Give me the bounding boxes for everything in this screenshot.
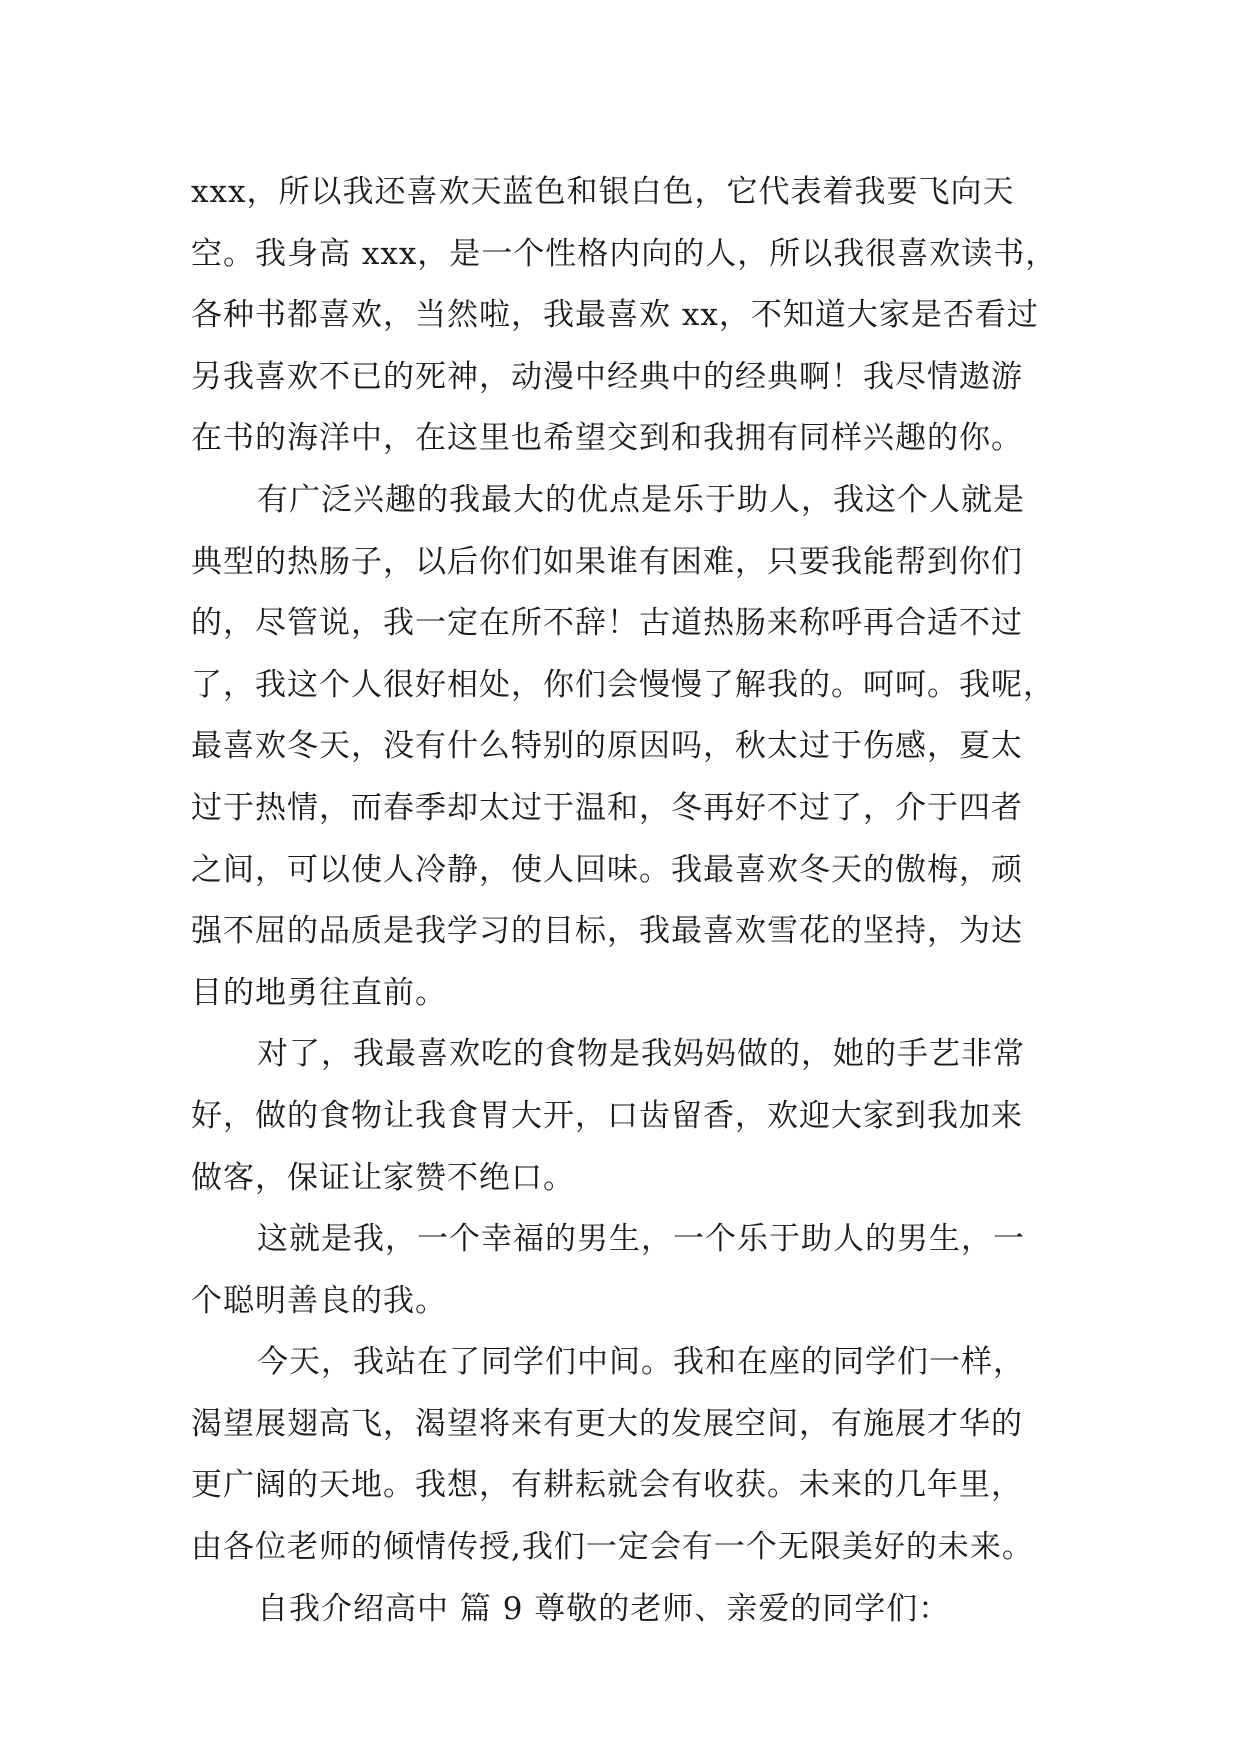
text-line: 最喜欢冬天，没有什么特别的原因吗，秋太过于伤感，夏太 <box>191 728 1023 765</box>
text-line: 个聪明善良的我。 <box>191 1282 447 1319</box>
text-line: 空。我身高 xxx，是一个性格内向的人，所以我很喜欢读书， <box>191 235 1058 272</box>
section-heading-line: 自我介绍高中 篇 9 尊敬的老师、亲爱的同学们： <box>257 1590 951 1627</box>
paragraph-start-line: 这就是我，一个幸福的男生，一个乐于助人的男生，一 <box>257 1221 1025 1258</box>
text-line: 典型的热肠子，以后你们如果谁有困难，只要我能帮到你们 <box>191 543 1023 580</box>
paragraph-start-line: 有广泛兴趣的我最大的优点是乐于助人，我这个人就是 <box>257 481 1025 518</box>
text-line: 渴望展翅高飞，渴望将来有更大的发展空间，有施展才华的 <box>191 1405 1023 1442</box>
document-body <box>191 162 1061 1640</box>
text-line: 做客，保证让家赞不绝口。 <box>191 1159 575 1196</box>
text-line: 在书的海洋中，在这里也希望交到和我拥有同样兴趣的你。 <box>191 420 1023 457</box>
text-line: 另我喜欢不已的死神，动漫中经典中的经典啊！我尽情遨游 <box>191 358 1023 395</box>
text-line: 好，做的食物让我食胃大开，口齿留香，欢迎大家到我加来 <box>191 1097 1023 1134</box>
paragraph-start-line: 今天，我站在了同学们中间。我和在座的同学们一样， <box>257 1344 1025 1381</box>
text-line: 过于热情，而春季却太过于温和，冬再好不过了，介于四者 <box>191 789 1023 826</box>
text-line: 的，尽管说，我一定在所不辞！古道热肠来称呼再合适不过 <box>191 605 1023 642</box>
text-line: 强不屈的品质是我学习的目标，我最喜欢雪花的坚持，为达 <box>191 913 1023 950</box>
text-line: 了，我这个人很好相处，你们会慢慢了解我的。呵呵。我呢， <box>191 666 1055 703</box>
paragraph-start-line: 对了，我最喜欢吃的食物是我妈妈做的，她的手艺非常 <box>257 1036 1025 1073</box>
text-line: 各种书都喜欢，当然啦，我最喜欢 xx，不知道大家是否看过 <box>191 297 1039 334</box>
text-line: xxx，所以我还喜欢天蓝色和银白色，它代表着我要飞向天 <box>191 174 1015 210</box>
text-line: 由各位老师的倾情传授,我们一定会有一个无限美好的未来。 <box>191 1529 1034 1566</box>
text-line: 之间，可以使人冷静，使人回味。我最喜欢冬天的傲梅，顽 <box>191 851 1023 888</box>
text-line: 目的地勇往直前。 <box>191 974 447 1011</box>
text-line: 更广阔的天地。我想，有耕耘就会有收获。未来的几年里， <box>191 1467 1023 1504</box>
